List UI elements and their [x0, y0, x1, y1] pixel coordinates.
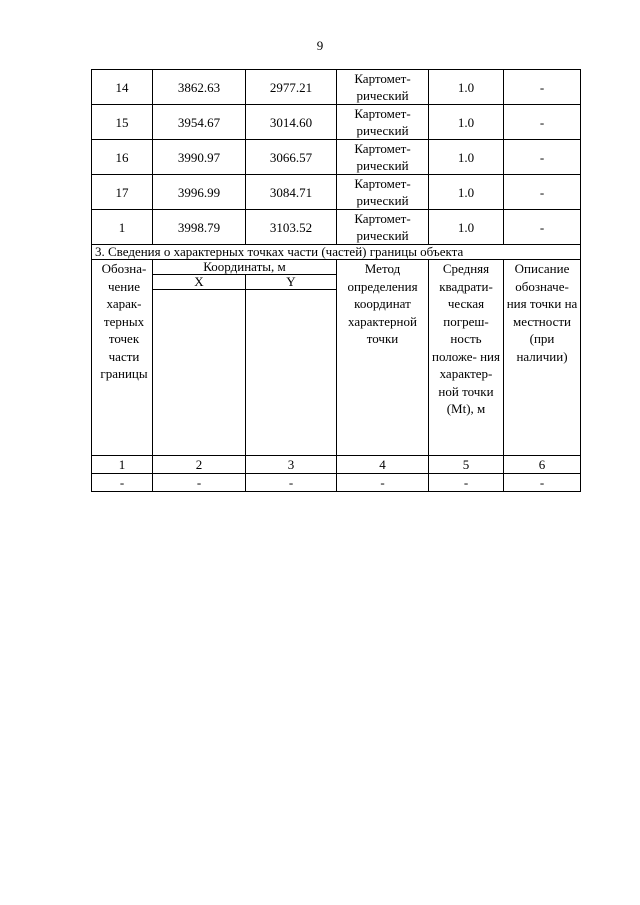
- point-description: -: [504, 175, 581, 210]
- point-y: 3014.60: [246, 105, 337, 140]
- point-description: -: [504, 140, 581, 175]
- point-method: [337, 140, 429, 175]
- point-x: 3998.79: [153, 210, 246, 245]
- header-designation-text: Обозна- чение харак- терных точек части границы: [100, 261, 148, 381]
- point-id: 17: [92, 175, 153, 210]
- header-y: Y: [246, 275, 337, 290]
- point-id: 14: [92, 70, 153, 105]
- point-id: 15: [92, 105, 153, 140]
- header-description: [504, 260, 581, 456]
- point-y: 3103.52: [246, 210, 337, 245]
- point-error: 1.0: [429, 140, 504, 175]
- point-error: 1.0: [429, 210, 504, 245]
- header-row-top: [92, 260, 581, 275]
- point-id: 16: [92, 140, 153, 175]
- point-method-text: Картомет- рический: [354, 106, 411, 138]
- point-error: 1.0: [429, 105, 504, 140]
- column-number: 6: [504, 456, 581, 474]
- empty-data-row: [92, 474, 581, 492]
- point-row-16: [92, 140, 581, 175]
- boundary-points-table: [91, 69, 581, 492]
- section-title-row: [92, 245, 581, 260]
- header-method: [337, 260, 429, 456]
- point-method: [337, 175, 429, 210]
- point-row-1: [92, 210, 581, 245]
- header-coordinates: Координаты, м: [153, 260, 337, 275]
- column-number: 1: [92, 456, 153, 474]
- header-error-text: Средняя квадрати- ческая погреш- ность положе- ния характер- ной точки (Mt), м: [431, 261, 500, 416]
- point-description: -: [504, 70, 581, 105]
- header-x: X: [153, 275, 246, 290]
- section-title: 3. Сведения о характерных точках части (частей) границы объекта: [92, 245, 581, 260]
- header-designation: [92, 260, 153, 456]
- point-method-text: Картомет- рический: [354, 176, 411, 208]
- point-error: 1.0: [429, 175, 504, 210]
- empty-cell: -: [153, 474, 246, 492]
- point-x: 3862.63: [153, 70, 246, 105]
- header-x-blank: [153, 290, 246, 456]
- point-y: 2977.21: [246, 70, 337, 105]
- header-method-text: Метод определения координат характерной точки: [347, 261, 418, 346]
- column-number: 4: [337, 456, 429, 474]
- point-description: -: [504, 105, 581, 140]
- point-method-text: Картомет- рический: [354, 71, 411, 103]
- empty-cell: -: [337, 474, 429, 492]
- point-y: 3084.71: [246, 175, 337, 210]
- column-number: 3: [246, 456, 337, 474]
- point-method: [337, 210, 429, 245]
- column-number: 2: [153, 456, 246, 474]
- point-method-text: Картомет- рический: [354, 211, 411, 243]
- point-x: 3996.99: [153, 175, 246, 210]
- point-description: -: [504, 210, 581, 245]
- point-method: [337, 105, 429, 140]
- empty-cell: -: [246, 474, 337, 492]
- point-method: [337, 70, 429, 105]
- page-number: 9: [316, 38, 324, 53]
- empty-cell: -: [504, 474, 581, 492]
- header-y-blank: [246, 290, 337, 456]
- point-error: 1.0: [429, 70, 504, 105]
- empty-cell: -: [429, 474, 504, 492]
- column-numbers-row: [92, 456, 581, 474]
- header-description-text: Описание обозначе- ния точки на местности (при наличии): [506, 261, 578, 364]
- header-error: [429, 260, 504, 456]
- point-x: 3990.97: [153, 140, 246, 175]
- point-x: 3954.67: [153, 105, 246, 140]
- column-number: 5: [429, 456, 504, 474]
- point-row-15: [92, 105, 581, 140]
- empty-cell: -: [92, 474, 153, 492]
- point-row-17: [92, 175, 581, 210]
- point-y: 3066.57: [246, 140, 337, 175]
- point-method-text: Картомет- рический: [354, 141, 411, 173]
- point-row-14: [92, 70, 581, 105]
- point-id: 1: [92, 210, 153, 245]
